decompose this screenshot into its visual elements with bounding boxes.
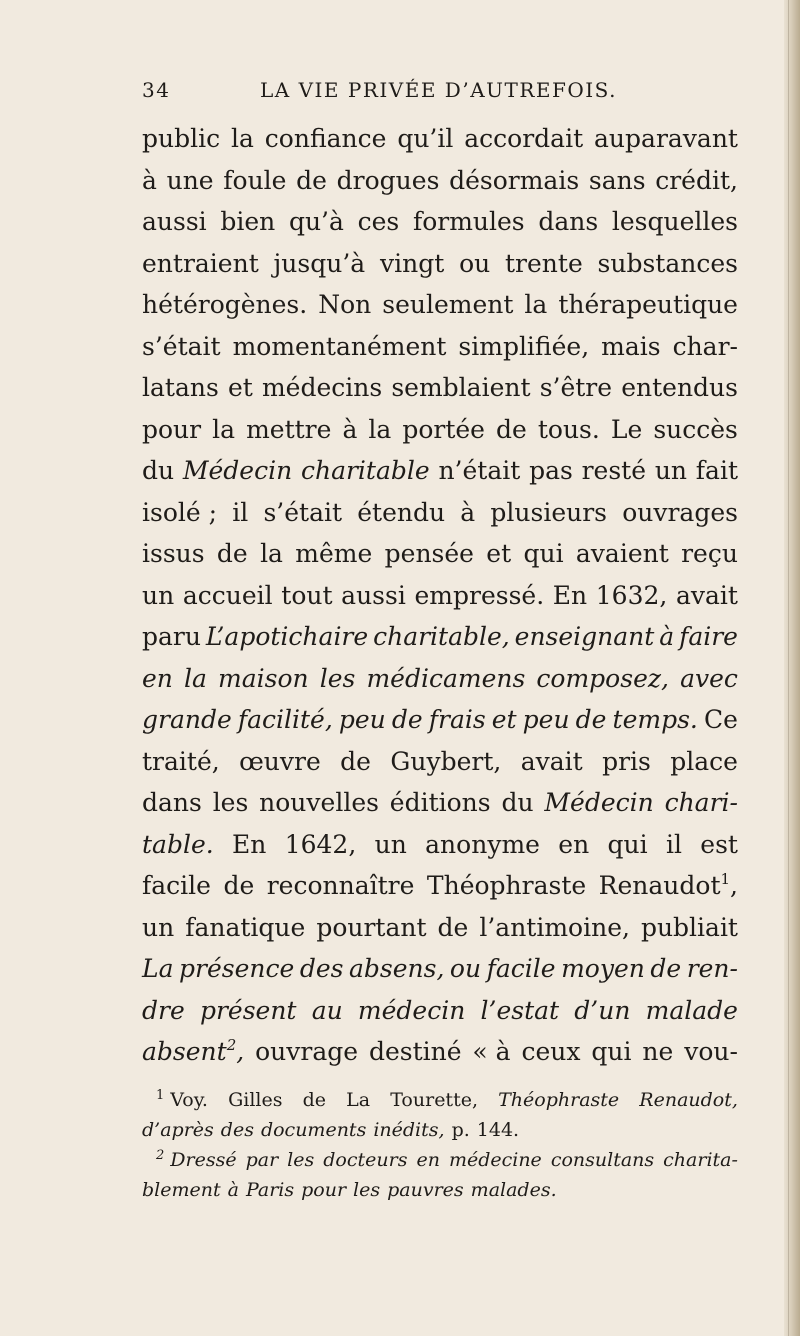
word: hétérogènes. xyxy=(142,290,308,319)
word: Théophraste xyxy=(498,1089,620,1111)
word: ne xyxy=(642,1037,674,1066)
page-number: 34 xyxy=(142,78,171,102)
word: des xyxy=(299,954,344,983)
word: accordait xyxy=(464,124,584,153)
word: Le xyxy=(610,414,643,444)
word: médicamens xyxy=(366,663,526,693)
word: enseignant xyxy=(514,622,655,651)
word: reconnaître xyxy=(266,871,415,900)
footnote-reference: 2 xyxy=(226,1036,237,1054)
word: ren- xyxy=(686,954,738,983)
word: facile xyxy=(486,954,556,983)
word: présent xyxy=(199,995,297,1025)
body-text xyxy=(142,118,738,1073)
running-head: LA VIE PRIVÉE D’AUTREFOIS. xyxy=(260,78,618,102)
word: paru xyxy=(142,622,201,651)
word: destiné xyxy=(368,1037,462,1066)
word: dre xyxy=(142,995,185,1025)
footnote-line xyxy=(142,1145,738,1175)
word: Non xyxy=(318,290,372,319)
word: du xyxy=(501,788,534,817)
word: pour xyxy=(142,414,202,444)
word: table. xyxy=(142,829,214,859)
word: peu xyxy=(522,705,570,734)
word: de xyxy=(216,539,248,568)
word: simplifiée, xyxy=(458,331,590,361)
word: en xyxy=(416,1149,440,1171)
word: charita- xyxy=(663,1149,738,1171)
word: d’un xyxy=(574,995,631,1025)
word: la xyxy=(260,539,283,568)
word: qu’il xyxy=(397,124,454,153)
word: documents xyxy=(260,1119,367,1141)
page-edge xyxy=(784,0,800,1336)
word: aussi xyxy=(142,207,207,236)
word: ces xyxy=(357,207,400,236)
word: chari- xyxy=(664,788,738,817)
word: accueil xyxy=(182,580,273,610)
word: un xyxy=(374,829,407,859)
word: médecin xyxy=(357,995,466,1025)
word: reçu xyxy=(681,539,738,568)
text-line xyxy=(142,201,738,243)
word: vingt xyxy=(379,248,445,278)
text-line xyxy=(142,409,738,451)
word: mais xyxy=(601,331,661,361)
word: qui xyxy=(523,539,564,568)
word: absent$^2$, xyxy=(142,1036,245,1066)
footnote-line xyxy=(142,1085,738,1115)
text-line xyxy=(142,824,738,866)
word: Renaudot, xyxy=(639,1089,738,1111)
word: Gilles xyxy=(228,1089,283,1111)
word: de xyxy=(296,165,327,195)
word: malade xyxy=(645,995,738,1025)
text-line xyxy=(142,907,738,949)
word: substances xyxy=(597,248,738,278)
word: aussi xyxy=(341,580,406,610)
word: p. xyxy=(451,1119,470,1141)
word: seulement xyxy=(382,290,514,319)
footnote-line xyxy=(142,1175,738,1205)
word: nouvelles xyxy=(259,788,379,817)
word: grande xyxy=(142,705,232,734)
word: de xyxy=(496,414,527,444)
word: Renaudot$^1$, xyxy=(598,870,738,900)
text-line xyxy=(142,948,738,990)
word: jusqu’à xyxy=(273,248,366,278)
word: pensée xyxy=(384,539,474,568)
word: la xyxy=(231,124,254,153)
word: éditions xyxy=(389,788,491,817)
text-line xyxy=(142,741,738,783)
word: entendus xyxy=(621,373,738,402)
word: de xyxy=(340,746,371,776)
word: au xyxy=(311,995,343,1025)
word: dans xyxy=(142,788,202,817)
word: isolé ; xyxy=(142,497,218,527)
word: avaient xyxy=(575,539,669,568)
word: un xyxy=(142,580,175,610)
word: les xyxy=(319,663,356,693)
word: latans xyxy=(142,373,219,402)
text-line xyxy=(142,367,738,409)
footnote-mark: 2 xyxy=(156,1148,165,1163)
word: l’antimoine, xyxy=(479,912,630,942)
word: avait xyxy=(520,746,583,776)
word: crédit, xyxy=(655,165,738,195)
word: 1642, xyxy=(284,829,357,859)
word: et xyxy=(227,373,253,402)
word: tous. xyxy=(537,414,600,444)
word: char- xyxy=(672,331,738,361)
word: avait xyxy=(676,580,738,610)
word: confiance xyxy=(264,124,387,153)
word: $^1$ Voy. xyxy=(156,1088,208,1111)
word: charitable xyxy=(300,456,430,485)
word: foule xyxy=(223,165,287,195)
word: une xyxy=(166,165,214,195)
word: avec xyxy=(680,663,738,693)
word: désormais xyxy=(449,165,580,195)
word: En xyxy=(552,580,588,610)
word: la xyxy=(212,414,236,444)
word: facilité, xyxy=(237,705,333,734)
word: bien xyxy=(220,207,276,236)
text-line xyxy=(142,326,738,368)
word: En xyxy=(232,829,267,859)
word: docteurs xyxy=(323,1149,408,1171)
word: inédits, xyxy=(373,1119,445,1141)
text-line xyxy=(142,533,738,575)
word: momentanément xyxy=(232,331,447,361)
word: succès xyxy=(653,414,738,444)
word: de xyxy=(391,705,423,734)
word: tout xyxy=(281,580,333,610)
word: pauvres xyxy=(387,1179,464,1201)
word: public xyxy=(142,124,221,153)
word: resté xyxy=(581,456,647,485)
word: est xyxy=(700,829,738,859)
text-line xyxy=(142,575,738,617)
word: fanatique xyxy=(185,912,306,942)
text-line xyxy=(142,284,738,326)
word: un xyxy=(142,912,175,942)
word: à xyxy=(659,622,675,651)
word: la xyxy=(368,414,392,444)
word: absens, xyxy=(348,954,445,983)
text-line xyxy=(142,243,738,285)
word: Guybert, xyxy=(390,746,502,776)
word: n’était xyxy=(438,456,521,485)
word: médecine xyxy=(448,1149,542,1171)
word: en xyxy=(142,663,173,693)
word: un xyxy=(654,456,688,485)
word: les xyxy=(353,1179,381,1201)
word: trente xyxy=(505,248,583,278)
word: la xyxy=(184,663,207,693)
word: s’était xyxy=(263,497,343,527)
word: publiait xyxy=(640,912,738,942)
page-header xyxy=(142,78,738,108)
text-line xyxy=(142,118,738,160)
word: qu’à xyxy=(288,207,344,236)
word: lesquelles xyxy=(611,207,738,236)
word: pour xyxy=(301,1179,347,1201)
text-line xyxy=(142,990,738,1032)
word: à xyxy=(227,1179,239,1201)
word: mettre xyxy=(246,414,332,444)
word: peu xyxy=(338,705,386,734)
word: qui xyxy=(591,1037,632,1066)
word: « à xyxy=(472,1037,511,1066)
text-line xyxy=(142,782,738,824)
word: fait xyxy=(695,456,738,485)
word: ou xyxy=(459,248,491,278)
text-line xyxy=(142,616,738,658)
word: blement xyxy=(142,1179,221,1201)
word: ou xyxy=(449,954,482,983)
word: semblaient xyxy=(391,373,531,402)
word: plusieurs xyxy=(490,497,607,527)
word: entraient xyxy=(142,248,259,278)
word: médecins xyxy=(261,373,383,402)
word: sans xyxy=(588,165,646,195)
word: présence xyxy=(179,954,295,983)
text-line xyxy=(142,450,738,492)
word: faire xyxy=(679,622,738,651)
word: pris xyxy=(602,746,651,776)
word: malades. xyxy=(470,1179,557,1201)
text-line xyxy=(142,160,738,202)
word: place xyxy=(670,746,738,776)
word: du xyxy=(142,456,175,485)
word: Médecin xyxy=(544,788,654,817)
word: de xyxy=(650,954,682,983)
word: Médecin xyxy=(182,456,293,485)
word: thérapeutique xyxy=(558,290,738,319)
word: qui xyxy=(607,829,648,859)
word: Paris xyxy=(245,1179,295,1201)
word: portée xyxy=(402,414,485,444)
word: temps. xyxy=(612,705,698,734)
word: ceux xyxy=(521,1037,581,1066)
word: œuvre xyxy=(239,746,321,776)
text-line xyxy=(142,1031,738,1073)
word: et xyxy=(486,539,512,568)
word: L’apotichaire xyxy=(205,622,369,651)
word: en xyxy=(558,829,590,859)
word: drogues xyxy=(336,165,440,195)
word: Tourette, xyxy=(390,1089,478,1111)
word: même xyxy=(295,539,373,568)
word: consultans xyxy=(550,1149,655,1171)
word: les xyxy=(212,788,249,817)
word: les xyxy=(287,1149,315,1171)
word: de xyxy=(302,1089,327,1111)
footnote-reference: 1 xyxy=(720,870,731,888)
word: traité, xyxy=(142,746,220,776)
word: étendu xyxy=(357,497,446,527)
text-line xyxy=(142,865,738,907)
word: il xyxy=(232,497,249,527)
word: de xyxy=(575,705,607,734)
word: la xyxy=(524,290,548,319)
text-line xyxy=(142,492,738,534)
word: dans xyxy=(538,207,599,236)
word: pourtant xyxy=(316,912,427,942)
word: à xyxy=(342,414,358,444)
word: de xyxy=(437,912,469,942)
text-line xyxy=(142,699,738,741)
word: 1632, xyxy=(595,580,668,610)
word: charitable, xyxy=(373,622,510,651)
word: Théophraste xyxy=(426,871,587,900)
footnote-line xyxy=(142,1115,738,1145)
word: ouvrages xyxy=(622,497,738,527)
word: pas xyxy=(529,456,573,485)
word: à xyxy=(142,165,157,195)
word: issus xyxy=(142,539,205,568)
text-line xyxy=(142,658,738,700)
word: il xyxy=(665,829,682,859)
footnotes xyxy=(142,1085,738,1205)
word: $^2$ Dressé xyxy=(156,1148,237,1171)
word: s’était xyxy=(142,331,221,361)
word: auparavant xyxy=(594,124,738,153)
word: des xyxy=(220,1119,254,1141)
word: composez, xyxy=(536,663,669,693)
word: ouvrage xyxy=(255,1037,359,1066)
word: par xyxy=(245,1149,279,1171)
word: formules xyxy=(412,207,525,236)
word: maison xyxy=(218,663,309,693)
word: frais xyxy=(428,705,486,734)
word: La xyxy=(346,1089,371,1111)
word: 144. xyxy=(476,1119,520,1141)
word: La xyxy=(142,954,174,983)
word: Ce xyxy=(703,705,738,734)
word: vou- xyxy=(684,1037,738,1066)
word: anonyme xyxy=(425,829,540,859)
word: s’être xyxy=(539,373,613,402)
word: empressé. xyxy=(414,580,545,610)
word: moyen xyxy=(561,954,645,983)
word: à xyxy=(460,497,476,527)
word: d’après xyxy=(142,1119,214,1141)
word: l’estat xyxy=(480,995,560,1025)
word: facile xyxy=(142,871,211,900)
word: de xyxy=(223,871,255,900)
word: et xyxy=(491,705,517,734)
footnote-mark: 1 xyxy=(156,1088,165,1103)
